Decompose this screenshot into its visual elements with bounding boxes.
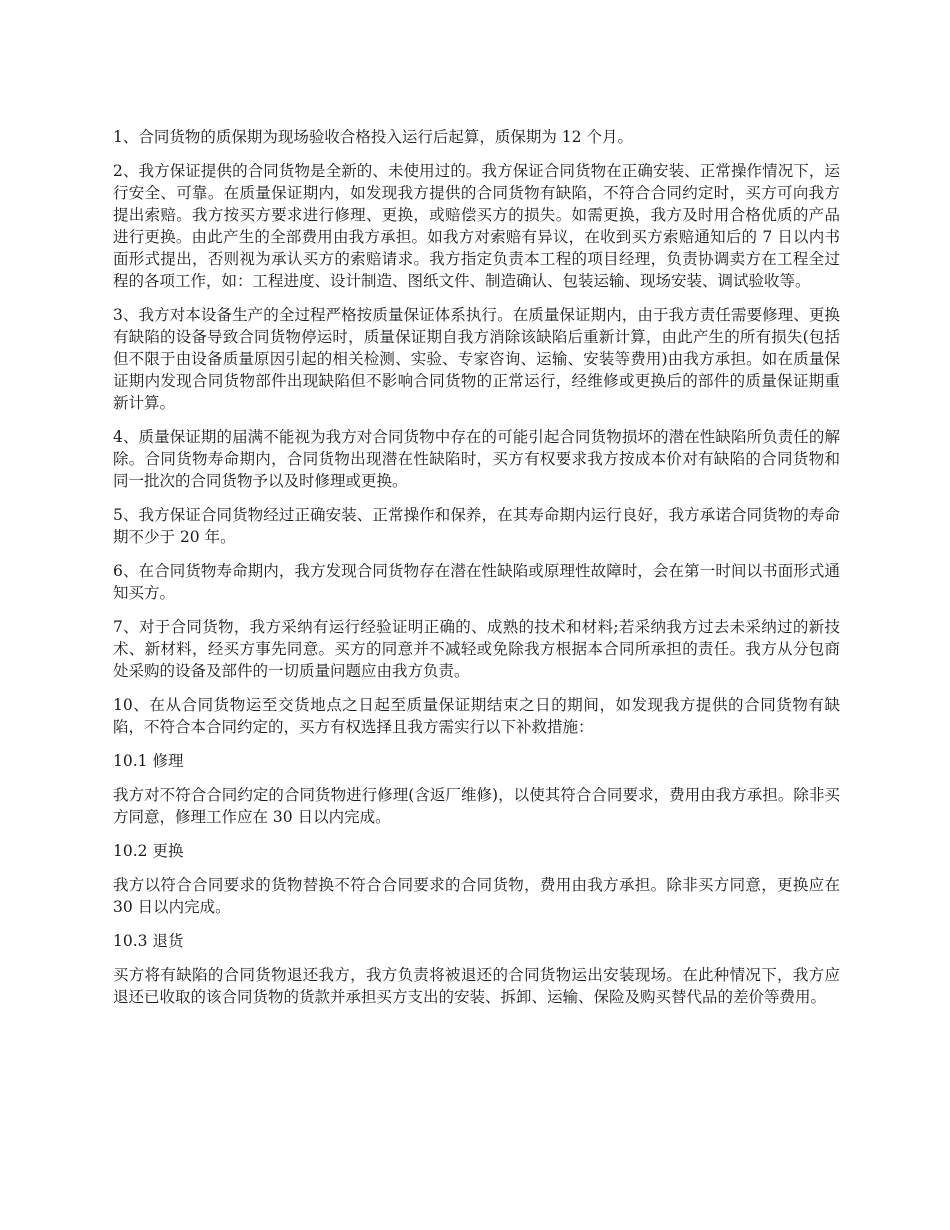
document-body (113, 126, 840, 1020)
clause-4: 4、质量保证期的届满不能视为我方对合同货物中存在的可能引起合同货物损坏的潜在性缺陷所负责任的解除。合同货物寿命期内，合同货物出现潜在性缺陷时，买方有权要求我方按成本价对有缺陷的合同货物和同一批次的合同货物予以及时修理或更换。 (113, 428, 840, 490)
clause-7: 7、对于合同货物，我方采纳有运行经验证明正确的、成熟的技术和材料;若采纳我方过去未采纳过的新技术、新材料，经买方事先同意。买方的同意并不减轻或免除我方根据本合同所承担的责任。我方从分包商处采购的设备及部件的一切质量问题应由我方负责。 (113, 618, 840, 680)
section-10-2-text: 我方以符合合同要求的货物替换不符合合同要求的合同货物，费用由我方承担。除非买方同意，更换应在 30 日以内完成。 (113, 876, 840, 916)
section-10-1-heading: 10.1 修理 (113, 752, 184, 770)
section-10-2-heading: 10.2 更换 (113, 842, 184, 860)
clause-10: 10、在从合同货物运至交货地点之日起至质量保证期结束之日的期间，如发现我方提供的合同货物有缺陷，不符合本合同约定的，买方有权选择且我方需实行以下补救措施： (113, 696, 840, 736)
clause-6: 6、在合同货物寿命期内，我方发现合同货物存在潜在性缺陷或原理性故障时，会在第一时间以书面形式通知买方。 (113, 562, 840, 602)
section-10-3-heading: 10.3 退货 (113, 932, 184, 950)
clause-3: 3、我方对本设备生产的全过程严格按质量保证体系执行。在质量保证期内，由于我方责任需要修理、更换有缺陷的设备导致合同货物停运时，质量保证期自我方消除该缺陷后重新计算，由此产生的所有损失(包括但不限于由设备质量原因引起的相关检测、实验、专家咨询、运输、安装等费用)由我方承担。如在质量保证期内发现合同货物部件出现缺陷但不影响合同货物的正常运行，经维修或更换后的部件的质量保证期重新计算。 (113, 306, 840, 412)
clause-5: 5、我方保证合同货物经过正确安装、正常操作和保养，在其寿命期内运行良好，我方承诺合同货物的寿命期不少于 20 年。 (113, 506, 840, 546)
clause-2: 2、我方保证提供的合同货物是全新的、未使用过的。我方保证合同货物在正确安装、正常操作情况下，运行安全、可靠。在质量保证期内，如发现我方提供的合同货物有缺陷，不符合合同约定时，买方可向我方提出索赔。我方按买方要求进行修理、更换，或赔偿买方的损失。如需更换，我方及时用合格优质的产品进行更换。由此产生的全部费用由我方承担。如我方对索赔有异议，在收到买方索赔通知后的 7 日以内书面形式提出，否则视为承认买方的索赔请求。我方指定负责本工程的项目经理，负责协调卖方在工程全过程的各项工作，如：工程进度、设计制造、图纸文件、制造确认、包装运输、现场安装、调试验收等。 (113, 162, 840, 290)
clause-1: 1、合同货物的质保期为现场验收合格投入运行后起算，质保期为 12 个月。 (113, 128, 633, 146)
section-10-3-text: 买方将有缺陷的合同货物退还我方，我方负责将被退还的合同货物运出安装现场。在此种情况下，我方应退还已收取的该合同货物的货款并承担买方支出的安装、拆卸、运输、保险及购买替代品的差价等费用。 (113, 966, 840, 1006)
section-10-1-text: 我方对不符合合同约定的合同货物进行修理(含返厂维修)，以使其符合合同要求，费用由我方承担。除非买方同意，修理工作应在 30 日以内完成。 (113, 786, 840, 826)
